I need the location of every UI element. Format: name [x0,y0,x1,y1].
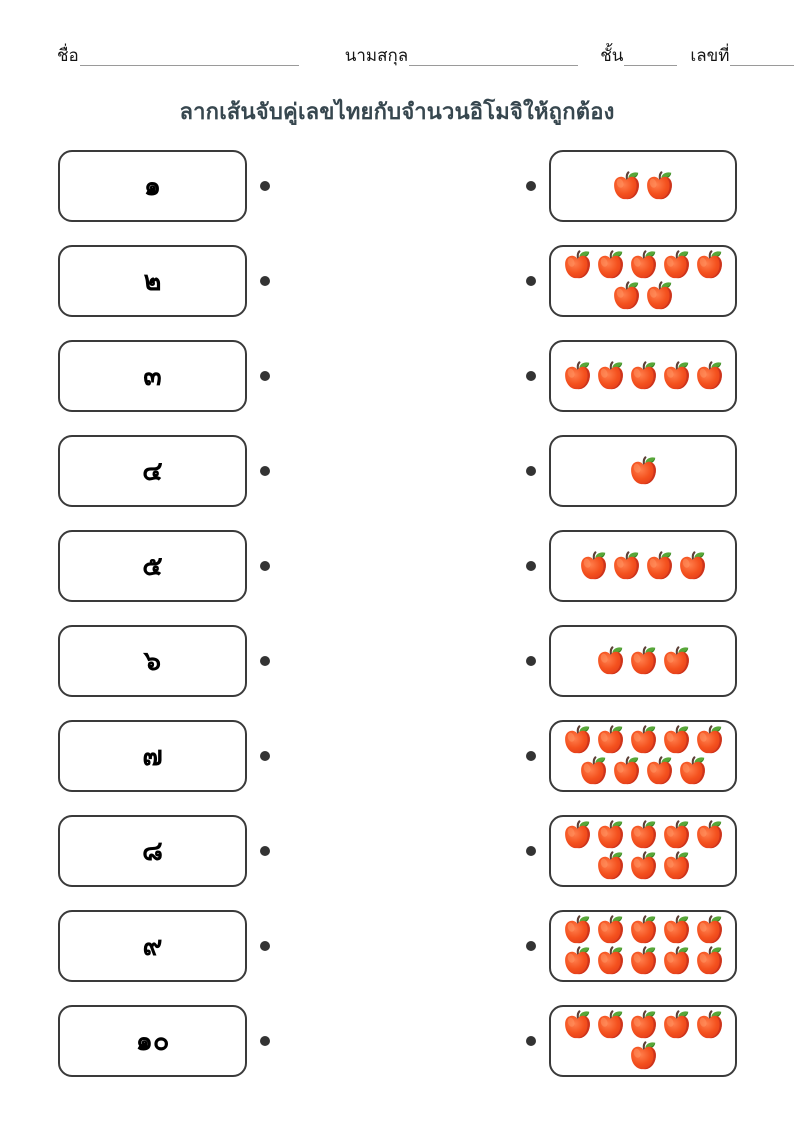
apple-line-1 [627,456,660,487]
numeral-row-7 [58,720,270,792]
apple-emoji-icon [562,946,593,977]
apple-emoji-icon [661,820,692,851]
class-input-line[interactable] [624,46,677,66]
apple-line-1 [561,1010,726,1041]
apple-emoji-icon [661,851,692,882]
numeral-row-10 [58,1005,270,1077]
apple-emoji-icon [578,756,609,787]
numeral-row-8 [58,815,270,887]
surname-label: นามสกุล [344,46,409,66]
apple-emoji-icon [595,946,626,977]
apple-emoji-icon [562,820,593,851]
connector-dot-left-5[interactable] [260,561,270,571]
numeral-box-2[interactable] [58,245,247,317]
numeral-box-10[interactable] [58,1005,247,1077]
emoji-box-count-6[interactable] [549,1005,737,1077]
emoji-box-count-9[interactable] [549,720,737,792]
student-info-header [0,0,794,66]
apple-emoji-icon [644,551,675,582]
number-input-line[interactable] [730,46,794,66]
apple-emoji-icon [562,250,593,281]
apple-emoji-icon [694,725,725,756]
emoji-row-10 [526,1005,737,1077]
numeral-box-3[interactable] [58,340,247,412]
name-input-line[interactable] [80,46,299,66]
numeral-box-8[interactable] [58,815,247,887]
page-title: ลากเส้นจับคู่เลขไทยกับจำนวนอิโมจิให้ถูกต้อง [179,99,615,124]
connector-dot-left-9[interactable] [260,941,270,951]
number-label: เลขที่ [690,46,730,66]
matching-area [0,129,794,1100]
apple-line-2 [610,281,676,312]
numeral-row-4 [58,435,270,507]
connector-dot-left-6[interactable] [260,656,270,666]
thai-numeral-9: ๙ [142,930,163,961]
emoji-box-count-5[interactable] [549,340,737,412]
connector-dot-left-2[interactable] [260,276,270,286]
apple-line-2 [561,946,726,977]
connector-dot-right-1[interactable] [526,181,536,191]
emoji-box-count-4[interactable] [549,530,737,602]
numeral-row-6 [58,625,270,697]
apple-line-1 [561,915,726,946]
apple-emoji-icon [595,820,626,851]
apple-emoji-icon [661,725,692,756]
thai-numeral-7: ๗ [142,740,163,771]
apple-line-1 [561,725,726,756]
numeral-row-1 [58,150,270,222]
numeral-row-9 [58,910,270,982]
apple-line-2 [577,756,709,787]
connector-dot-left-3[interactable] [260,371,270,381]
apple-emoji-icon [562,915,593,946]
emoji-row-7 [526,720,737,792]
surname-input-line[interactable] [409,46,578,66]
thai-numeral-8: ๘ [142,835,163,866]
surname-field [345,46,578,66]
apple-emoji-icon [661,250,692,281]
connector-dot-right-7[interactable] [526,751,536,761]
class-field [600,46,677,66]
apple-emoji-icon [661,646,692,677]
numeral-box-5[interactable] [58,530,247,602]
apple-emoji-icon [661,915,692,946]
emoji-row-6 [526,625,737,697]
emoji-box-count-7[interactable] [549,245,737,317]
connector-dot-right-9[interactable] [526,941,536,951]
apple-emoji-icon [628,820,659,851]
emoji-box-count-3[interactable] [549,625,737,697]
thai-numeral-6: ๖ [143,645,162,676]
apple-line-1 [561,820,726,851]
apple-line-2 [594,851,693,882]
apple-emoji-icon [628,851,659,882]
apple-emoji-icon [611,171,642,202]
emoji-box-count-8[interactable] [549,815,737,887]
connector-dot-left-4[interactable] [260,466,270,476]
apple-emoji-icon [644,281,675,312]
connector-dot-right-3[interactable] [526,371,536,381]
apple-emoji-icon [661,361,692,392]
connector-dot-right-6[interactable] [526,656,536,666]
apple-emoji-icon [595,646,626,677]
apple-emoji-icon [595,361,626,392]
apple-emoji-icon [562,1010,593,1041]
connector-dot-left-10[interactable] [260,1036,270,1046]
apple-emoji-icon [628,361,659,392]
apple-emoji-icon [628,250,659,281]
thai-numeral-2: ๒ [143,265,162,296]
emoji-row-3 [526,340,737,412]
numeral-box-7[interactable] [58,720,247,792]
emoji-box-count-2[interactable] [549,150,737,222]
numeral-box-1[interactable] [58,150,247,222]
numeral-row-3 [58,340,270,412]
thai-numeral-3: ๓ [143,360,162,391]
apple-emoji-icon [628,915,659,946]
emoji-column [526,150,737,1100]
apple-emoji-icon [595,915,626,946]
apple-emoji-icon [611,551,642,582]
apple-emoji-icon [694,250,725,281]
connector-dot-left-8[interactable] [260,846,270,856]
apple-line-1 [577,551,709,582]
apple-emoji-icon [578,551,609,582]
apple-emoji-icon [628,1010,659,1041]
apple-line-1 [561,250,726,281]
apple-emoji-icon [694,361,725,392]
class-label: ชั้น [600,46,624,66]
apple-line-2 [627,1041,660,1072]
numeral-box-6[interactable] [58,625,247,697]
connector-dot-left-7[interactable] [260,751,270,761]
numerals-column [58,150,270,1100]
thai-numeral-5: ๕ [142,550,163,581]
apple-emoji-icon [661,1010,692,1041]
emoji-row-1 [526,150,737,222]
numeral-row-2 [58,245,270,317]
apple-emoji-icon [628,456,659,487]
numeral-row-5 [58,530,270,602]
emoji-row-5 [526,530,737,602]
apple-emoji-icon [628,1041,659,1072]
apple-emoji-icon [628,725,659,756]
apple-emoji-icon [677,551,708,582]
number-field [690,46,794,66]
connector-dot-right-4[interactable] [526,466,536,476]
thai-numeral-1: ๑ [143,170,162,201]
emoji-row-9 [526,910,737,982]
apple-emoji-icon [611,756,642,787]
apple-line-1 [561,361,726,392]
numeral-box-4[interactable] [58,435,247,507]
emoji-box-count-1[interactable] [549,435,737,507]
emoji-row-2 [526,245,737,317]
numeral-box-9[interactable] [58,910,247,982]
apple-line-1 [610,171,676,202]
connector-dot-right-5[interactable] [526,561,536,571]
apple-emoji-icon [562,725,593,756]
apple-emoji-icon [661,946,692,977]
apple-emoji-icon [628,946,659,977]
connector-dot-left-1[interactable] [260,181,270,191]
emoji-row-4 [526,435,737,507]
apple-emoji-icon [595,250,626,281]
apple-emoji-icon [694,820,725,851]
apple-emoji-icon [694,946,725,977]
connector-dot-right-2[interactable] [526,276,536,286]
apple-emoji-icon [562,361,593,392]
connector-dot-right-10[interactable] [526,1036,536,1046]
apple-emoji-icon [677,756,708,787]
apple-line-1 [594,646,693,677]
apple-emoji-icon [595,1010,626,1041]
thai-numeral-10: ๑๐ [135,1025,170,1056]
emoji-box-count-10[interactable] [549,910,737,982]
name-label: ชื่อ [57,46,79,66]
name-field [57,46,299,66]
apple-emoji-icon [611,281,642,312]
apple-emoji-icon [628,646,659,677]
thai-numeral-4: ๔ [142,455,163,486]
apple-emoji-icon [644,171,675,202]
apple-emoji-icon [694,1010,725,1041]
emoji-row-8 [526,815,737,887]
apple-emoji-icon [694,915,725,946]
apple-emoji-icon [595,725,626,756]
connector-dot-right-8[interactable] [526,846,536,856]
apple-emoji-icon [644,756,675,787]
apple-emoji-icon [595,851,626,882]
